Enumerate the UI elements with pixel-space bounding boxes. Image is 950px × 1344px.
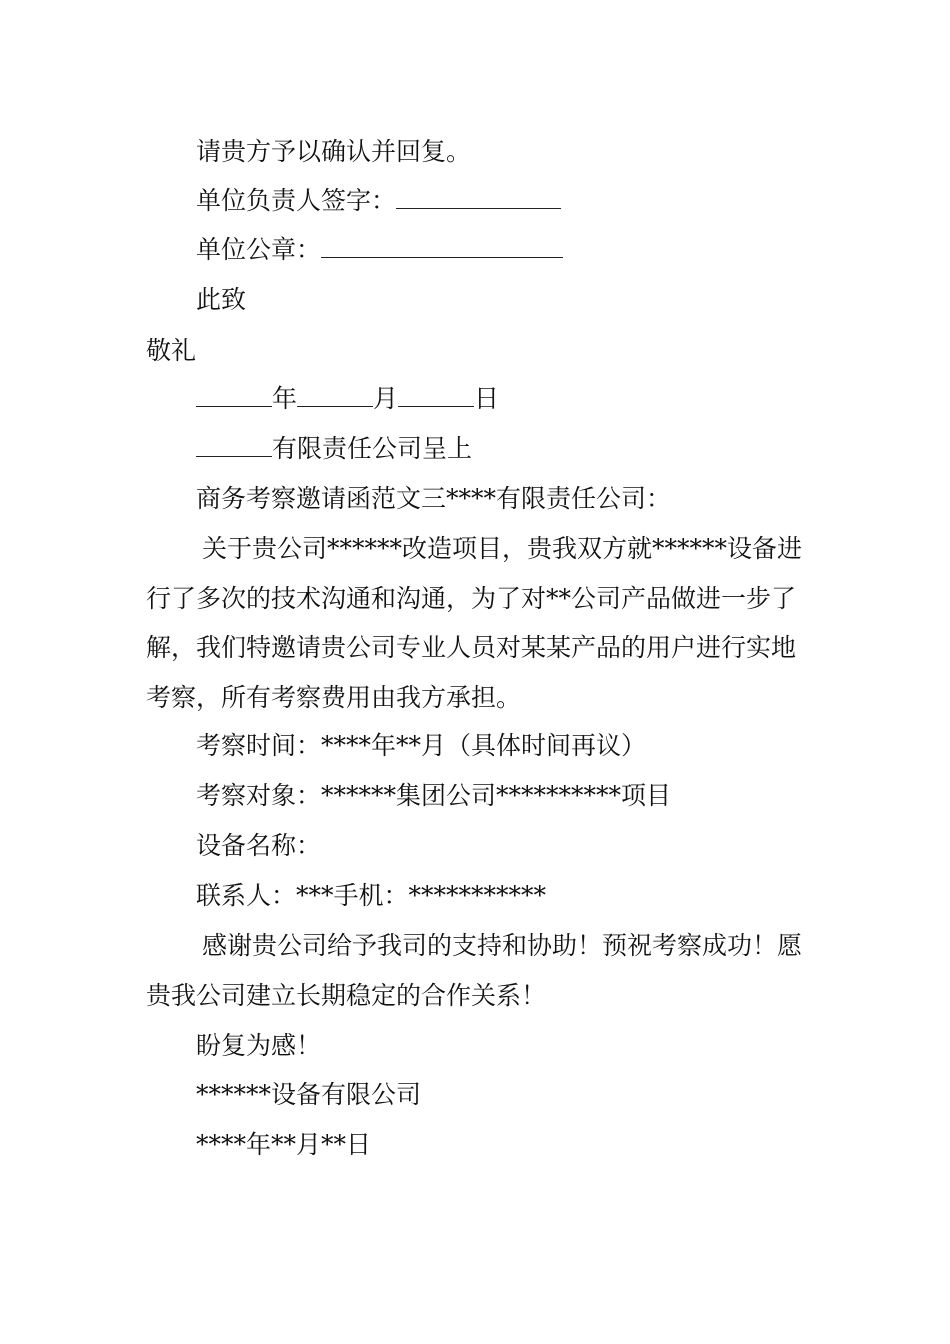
seal-line xyxy=(146,235,811,265)
device-name-line xyxy=(146,831,811,861)
month-label: 月 xyxy=(373,384,399,413)
date-blank-line xyxy=(146,384,811,414)
day-blank xyxy=(398,384,474,407)
await-reply-line xyxy=(146,1031,811,1061)
await-reply-text: 盼复为感！ xyxy=(196,1031,322,1060)
paragraph-1 xyxy=(146,524,811,722)
sample-title-line xyxy=(146,484,811,514)
signer-company-text: ******设备有限公司 xyxy=(196,1080,422,1109)
sample-title: 商务考察邀请函范文三****有限责任公司： xyxy=(196,484,672,513)
closing-text: 此致 xyxy=(196,285,247,314)
contact-text: 联系人：***手机：*********** xyxy=(196,881,547,910)
inspect-time-text: 考察时间：****年**月（具体时间再议） xyxy=(196,731,647,760)
signer-company-line xyxy=(146,1080,811,1110)
confirm-text: 请贵方予以确认并回复。 xyxy=(196,137,472,166)
inspect-target-line xyxy=(146,781,811,811)
month-blank xyxy=(297,384,373,407)
signature-blank xyxy=(396,186,561,209)
seal-label: 单位公章： xyxy=(196,235,322,264)
salute-text: 敬礼 xyxy=(146,336,197,365)
signature-line xyxy=(146,186,811,216)
year-label: 年 xyxy=(272,384,298,413)
sign-date-text: ****年**月**日 xyxy=(196,1130,372,1159)
paragraph-2 xyxy=(146,921,811,1020)
salute-line xyxy=(146,336,811,366)
paragraph-1-text: 关于贵公司******改造项目，贵我双方就******设备进行了多次的技术沟通和沟通，为了对**公司产品做进一步了解，我们特邀请贵公司专业人员对某某产品的用户进行实地考察，所有考察费用由我方承担。 xyxy=(146,534,803,712)
company-blank xyxy=(196,434,272,457)
day-label: 日 xyxy=(474,384,500,413)
device-name-text: 设备名称： xyxy=(196,831,322,860)
signature-label: 单位负责人签字： xyxy=(196,186,397,215)
contact-line xyxy=(146,881,811,911)
closing-line xyxy=(146,285,811,315)
sign-date-line xyxy=(146,1130,811,1160)
company-submit-line xyxy=(146,434,811,464)
company-suffix: 有限责任公司呈上 xyxy=(272,434,473,463)
inspect-target-text: 考察对象：******集团公司**********项目 xyxy=(196,781,672,810)
paragraph-2-text: 感谢贵公司给予我司的支持和协助！预祝考察成功！愿贵我公司建立长期稳定的合作关系！ xyxy=(146,931,803,1010)
year-blank xyxy=(196,384,272,407)
inspect-time-line xyxy=(146,731,811,761)
confirm-line xyxy=(146,137,811,167)
seal-blank xyxy=(321,235,563,258)
